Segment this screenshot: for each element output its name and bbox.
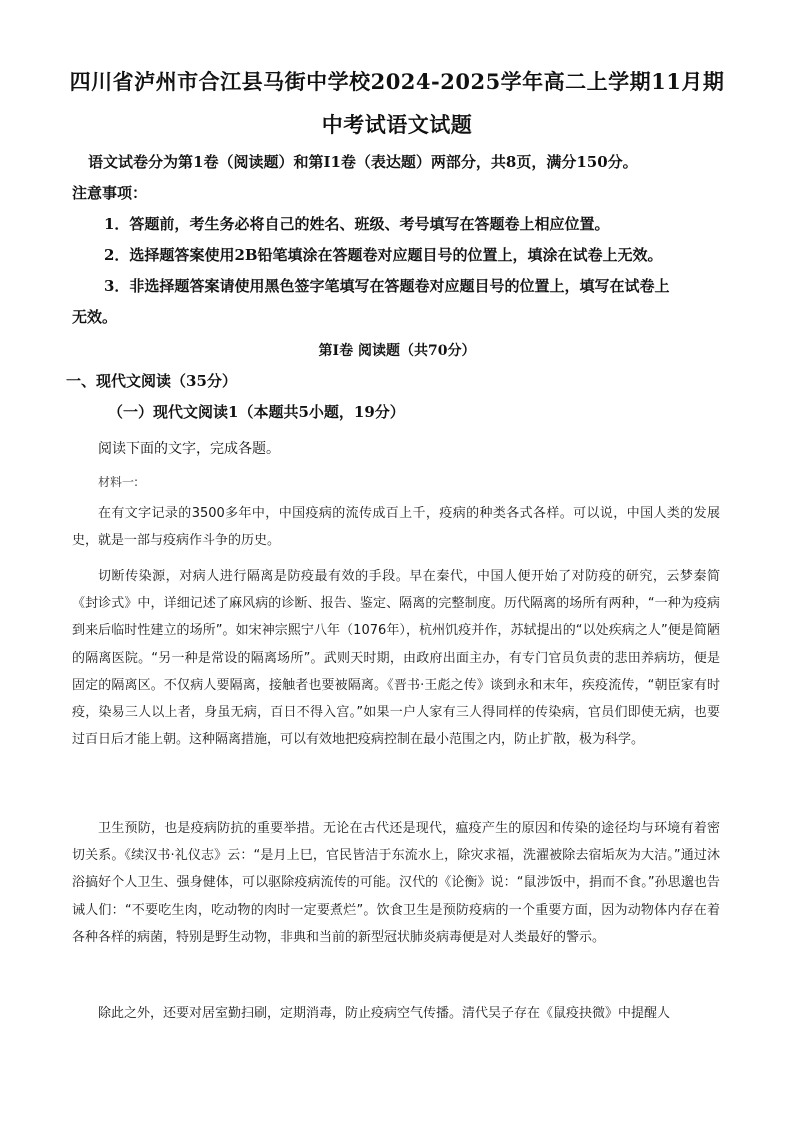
reading-instruction: 阅读下面的文字，完成各题。 [98, 441, 280, 457]
body-paragraph-4: 除此之外，还要对居室勤扫刷，定期消毒，防止疫病空气传播。清代吴子存在《鼠疫抉微》中提醒人 [98, 1006, 671, 1021]
page-title-line2: 中考试语文试题 [321, 112, 473, 137]
subsection-heading: （一）现代文阅读1（本题共5小题，19分） [108, 403, 405, 421]
part-heading: 一、现代文阅读（35分） [66, 372, 237, 390]
material-label: 材料一: [98, 475, 139, 489]
body-paragraph-2: 切断传染源，对病人进行隔离是防疫最有效的手段。早在秦代，中国人便开始了对防疫的研究，云梦秦简《封诊式》中，详细记述了麻风病的诊断、报告、鉴定、隔离的完整制度。历代隔离的场所有两种，“一种为疫病到来后临时性建立的场所”。如宋神宗熙宁八年（1076年），杭州饥疫并作，苏轼提出的“以处疾病之人”便是简陋的隔离医院。“另一种是常设的隔离场所”。武则天时期，由政府出面主办，有专门官员负责的悲田养病坊，便是固定的隔离区。不仅病人要隔离，接触者也要被隔离。《晋书·王彪之传》谈到永和末年，疾疫流传，“朝臣家有时疫，染易三人以上者，身虽无病，百日不得入宫。”如果一户人家有三人得同样的传染病，官员们即使无病，也要过百日后才能上朝。这种隔离措施，可以有效地把疫病控制在最小范围之内，防止扩散，极为科学。 [72, 569, 720, 748]
notice-item-1: 1．答题前，考生务必将自己的姓名、班级、考号填写在答题卷上相应位置。 [104, 215, 610, 233]
notice-item-3-cont: 无效。 [72, 308, 118, 326]
body-paragraph-3: 卫生预防，也是疫病防抗的重要举措。无论在古代还是现代，瘟疫产生的原因和传染的途径均与环境有着密切关系。《续汉书·礼仪志》云：“是月上巳，官民皆洁于东流水上，除灾求福，洗濯被除去宿垢灰为大洁。”通过沐浴搞好个人卫生、强身健体，可以驱除疫病流传的可能。汉代的《论衡》说：“鼠涉饭中，捐而不食。”孙思邈也告诫人们：“不要吃生肉，吃动物的肉时一定要煮烂”。饮食卫生是预防疫病的一个重要方面，因为动物体内存在着各种各样的病菌，特别是野生动物，非典和当前的新型冠状肺炎病毒便是对人类最好的警示。 [72, 821, 720, 945]
page-title: 四川省泸州市合江县马街中学校2024-2025学年高二上学期11月期 [69, 69, 725, 94]
exam-intro: 语文试卷分为第1卷（阅读题）和第I1卷（表达题）两部分，共8页，满分150分。 [88, 153, 638, 171]
body-paragraph-1: 在有文字记录的3500多年中，中国疫病的流传成百上千，疫病的种类各式各样。可以说，中国人类的发展史，就是一部与疫病作斗争的历史。 [72, 506, 720, 549]
notice-item-3: 3．非选择题答案请使用黑色签字笔填写在答题卷对应题目号的位置上，填写在试卷上 [104, 277, 670, 295]
volume-heading: 第I卷 阅读题（共70分） [318, 343, 476, 359]
notice-item-2: 2．选择题答案使用2B铅笔填涂在答题卷对应题目号的位置上，填涂在试卷上无效。 [104, 246, 663, 264]
notice-heading: 注意事项： [72, 184, 148, 202]
